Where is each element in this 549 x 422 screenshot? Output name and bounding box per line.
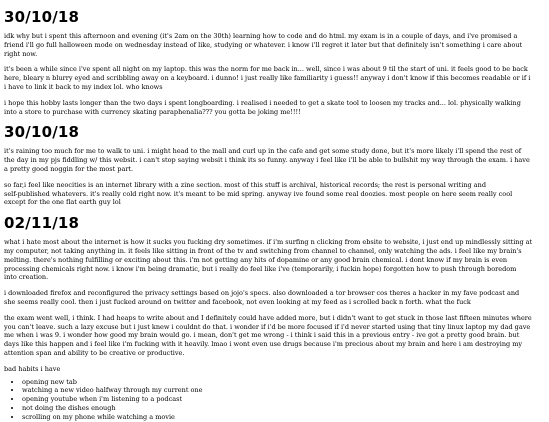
entry-paragraph: what i hate most about the internet is how it sucks you fucking dry sometimes. if i'm surfing n clicking from ebsite to website, i just end up mindlessly sitting at my computer, not taking anything in. it feels like sitting in front of the tv and switching from channel to channel, only watching the ads. i feel like my brain's melting. there's nothing fulfilling or exciting about this. i'm not getting any hits of dopamine or any good brain chemical. i dont know if my brain is even processing chemicals right now. i know i'm being dramatic, but i really do feel like i've (temporarily, i fuckin hope) forgotten how to push through boredom into creation. [4, 238, 533, 282]
entry-paragraph: idk why but i spent this afternoon and evening (it's 2am on the 30th) learning how to code and do html. my exam is in a couple of days, and i've promised a friend i'll go full halloween mode on wednesday instead of like, studying or whatever. i know i'll regret it later but that definitely isn't something i care about right now. [4, 32, 523, 58]
list-item: • watching a new video halfway through my current one [22, 386, 540, 395]
journal-entry [4, 123, 540, 207]
entry-paragraph: it's raining too much for me to walk to uni. i might head to the mall and curl up in the cafe and get some study done, but it's more likely i'll spend the rest of the day in my pjs fiddling w/ this websit. i can't stop saying websit i think its so funny. anyway i feel like i'll be able to bullshit my way through the exam. i have a pretty good noggin for the most part. [4, 147, 530, 173]
entry-paragraph: so far,i feel like neocities is an internet library with a zine section. most of this stuff is archival, historical records; the rest is personal writing and self-published whatevers. it's really cold right now. it's meant to be mid spring. anyway ive found some real doozies. most people on here seem really cool except for the one flat earth guy lol [4, 180, 513, 207]
list-item: • opening youtube when i'm listening to a podcast [22, 395, 540, 404]
list-title: bad habits i have [4, 364, 61, 373]
journal-entry [4, 214, 540, 421]
entry-date: 30/10/18 [4, 8, 80, 26]
entry-date: 30/10/18 [4, 123, 80, 142]
list-item: • not doing the dishes enough [22, 404, 540, 413]
list-item: • opening new tab [22, 378, 540, 387]
entry-paragraph: i hope this hobby lasts longer than the two days i spent longboarding. i realised i needed to get a skate tool to loosen my tracks and... lol. physically walking into a store to purchase with currency skating paraphenalia??? you gotta be joking me!!!! [4, 98, 521, 116]
entry-paragraph: i downloaded firefox and reconfigured the privacy settings based on jojo's specs. also downloaded a tor browser cos theres a hacker in my fave podcast and she seems really cool. then i just fucked around on twitter and facebook, not even looking at my feed as i scrolled back n forth. what the fuck [4, 289, 520, 306]
journal-entry [4, 8, 540, 116]
entry-paragraph: it's been a while since i've spent all night on my laptop. this was the norm for me back in... well, since i was about 9 til the start of uni. it feels good to be back here, bleary n blurry eyed and scribbling away on a keyboard. i dunno! i just really like familiarity i guess!! anyway i don't know if this becomes readable or if i i have to link it back to my index lol. who knows [4, 65, 531, 91]
journal-page [0, 8, 540, 421]
bad-habits-list [4, 378, 540, 422]
entry-paragraph: the exam went well, i think. I had heaps to write about and I definitely could have added more, but i didn't want to get stuck in those last fifteen minutes where you can't leave. such a lazy excuse but i just knew i couldnt do that. i wonder if i'd be more focused if i'd never started using that tiny linux laptop my dad gave me when i was 9. i wonder how good my brain would go. i mean, don't get me wrong - i think i said this in a previous entry - ive got a pretty good brain. but days like this happen and i feel like i'm fucking with it heavily. lmao i wont even use drugs because i'm precious about my brain and here i am destroying my attention span and ability to be creative or productive. [4, 313, 532, 357]
entry-date: 02/11/18 [4, 214, 80, 233]
list-item: • scrolling on my phone while watching a movie [22, 413, 540, 422]
